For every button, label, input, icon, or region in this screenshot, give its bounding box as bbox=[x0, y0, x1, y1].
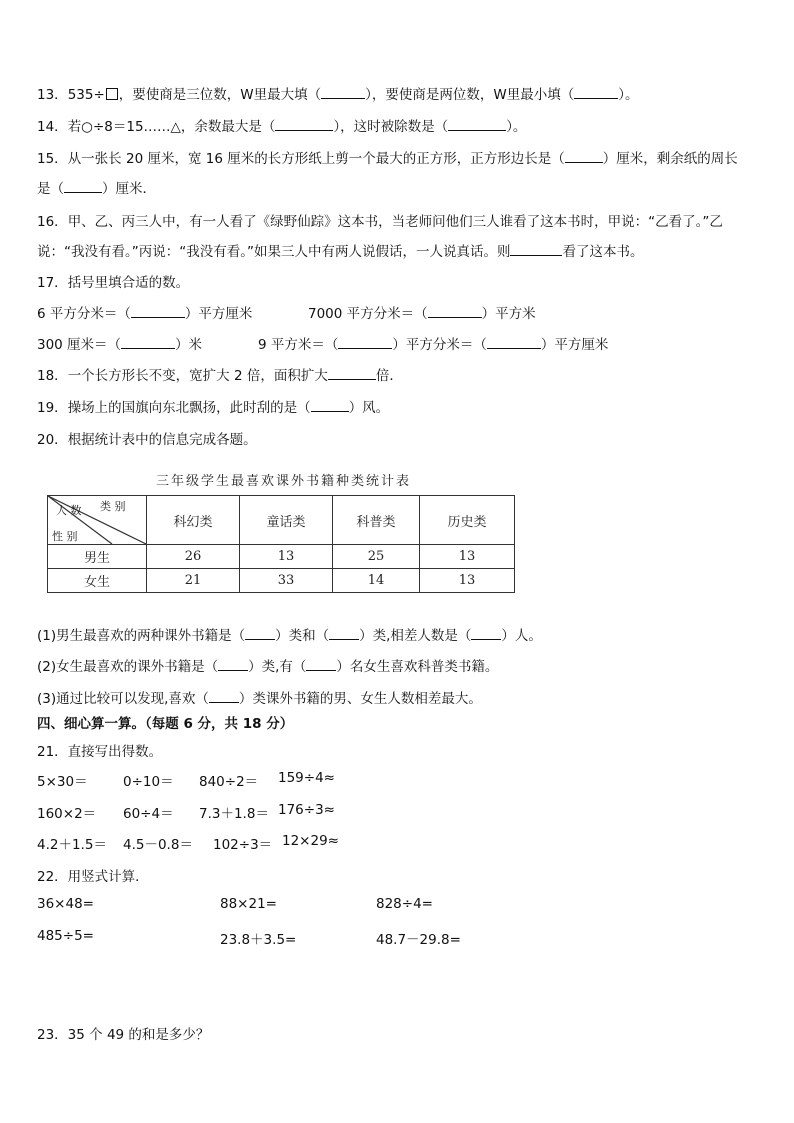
answer-blank[interactable] bbox=[121, 336, 175, 349]
question-text: 看了这本书。 bbox=[562, 244, 644, 260]
table-header-row bbox=[48, 496, 515, 545]
question-text: (3)通过比较可以发现,喜欢（ bbox=[37, 691, 209, 707]
question-text: ）平方米 bbox=[481, 306, 536, 322]
question-text: ）平方厘米 bbox=[540, 337, 609, 353]
table-row bbox=[48, 569, 515, 593]
answer-blank[interactable] bbox=[471, 627, 501, 640]
table-header-cell: 科普类 bbox=[333, 496, 420, 545]
table-header-cell: 科幻类 bbox=[147, 496, 240, 545]
calc-item: 4.5－0.8＝ bbox=[123, 837, 193, 853]
question-text: ），要使商是两位数，W里最小填（ bbox=[365, 87, 575, 103]
answer-blank[interactable] bbox=[209, 690, 239, 703]
question-text: ）。 bbox=[618, 87, 639, 103]
answer-blank[interactable] bbox=[338, 336, 392, 349]
question-15-cont bbox=[37, 177, 156, 197]
question-text: ）类,有（ bbox=[248, 659, 307, 675]
question-text: ）类课外书籍的男、女生人数相差最大。 bbox=[238, 691, 482, 707]
calc-item: 159÷4≈ bbox=[278, 770, 335, 786]
question-19 bbox=[37, 396, 389, 416]
calc-item: 12×29≈ bbox=[282, 833, 339, 849]
calc-item: 23.8＋3.5= bbox=[220, 932, 297, 948]
question-number: 19． bbox=[37, 400, 68, 416]
question-number: 13． bbox=[37, 87, 68, 103]
question-number: 16． bbox=[37, 214, 68, 230]
question-text: 倍． bbox=[375, 368, 403, 384]
answer-blank[interactable] bbox=[275, 118, 333, 131]
answer-blank[interactable] bbox=[510, 243, 562, 256]
table-row bbox=[48, 545, 515, 569]
question-text: ）。 bbox=[506, 119, 527, 135]
question-20-sub2 bbox=[37, 655, 498, 675]
question-number: 17． bbox=[37, 275, 68, 291]
calc-item: 160×2＝ bbox=[37, 806, 97, 822]
question-text: 是（ bbox=[37, 181, 64, 197]
question-17-row1-right bbox=[308, 302, 536, 322]
answer-blank[interactable] bbox=[321, 86, 365, 99]
question-number: 14． bbox=[37, 119, 68, 135]
question-text: ）厘米． bbox=[102, 181, 156, 197]
question-text: ）平方分米＝（ bbox=[392, 337, 487, 353]
answer-blank[interactable] bbox=[64, 180, 102, 193]
table-header-cell: 历史类 bbox=[420, 496, 515, 545]
question-text: 甲、乙、丙三人中，有一人看了《绿野仙踪》这本书，当老师问他们三人谁看了这本书时，甲说：“乙看了。”乙 bbox=[67, 214, 723, 230]
question-text: 从一张长 20 厘米，宽 16 厘米的长方形纸上剪一个最大的正方形，正方形边长是（ bbox=[67, 151, 565, 167]
calc-item: 7.3＋1.8＝ bbox=[199, 806, 269, 822]
calc-item: 60÷4＝ bbox=[123, 806, 174, 822]
question-22: 22．用竖式计算． bbox=[37, 869, 149, 885]
question-number: 15． bbox=[37, 151, 68, 167]
question-text: (1)男生最喜欢的两种课外书籍是（ bbox=[37, 628, 246, 644]
question-17 bbox=[37, 271, 189, 291]
corner-count-label: 人 数 bbox=[56, 504, 82, 517]
calc-item: 840÷2＝ bbox=[199, 774, 259, 790]
question-20-sub1 bbox=[37, 624, 542, 644]
question-text: (2)女生最喜欢的课外书籍是（ bbox=[37, 659, 219, 675]
question-text: ）类,相差人数是（ bbox=[359, 628, 472, 644]
question-text: ）人。 bbox=[501, 628, 542, 644]
question-text: ）类和（ bbox=[275, 628, 330, 644]
question-20 bbox=[37, 428, 257, 448]
question-text: ）平方厘米 bbox=[184, 306, 253, 322]
table-cell: 13 bbox=[240, 545, 333, 569]
question-text: ）米 bbox=[175, 337, 203, 353]
table-title: 三年级学生最喜欢课外书籍种类统计表 bbox=[156, 474, 412, 489]
calc-item: 88×21= bbox=[220, 896, 277, 912]
answer-blank[interactable] bbox=[311, 399, 349, 412]
question-16 bbox=[37, 210, 723, 230]
answer-blank[interactable] bbox=[329, 627, 359, 640]
calc-item: 0÷10＝ bbox=[123, 774, 174, 790]
table-cell: 21 bbox=[147, 569, 240, 593]
question-text: ）厘米，剩余纸的周长 bbox=[602, 151, 738, 167]
calc-item: 828÷4= bbox=[376, 896, 433, 912]
calc-item: 102÷3＝ bbox=[213, 837, 273, 853]
question-17-row2 bbox=[37, 333, 202, 353]
answer-blank[interactable] bbox=[245, 627, 275, 640]
calc-item: 36×48= bbox=[37, 896, 94, 912]
corner-kind-label: 类 别 bbox=[100, 500, 126, 513]
corner-row-label: 性 别 bbox=[52, 530, 78, 543]
question-14 bbox=[37, 115, 526, 135]
question-text: 300 厘米＝（ bbox=[37, 337, 122, 353]
question-text: 9 平方米＝（ bbox=[258, 337, 339, 353]
question-17-row2-right bbox=[258, 333, 608, 353]
question-15 bbox=[37, 147, 738, 167]
calc-item: 5×30＝ bbox=[37, 774, 88, 790]
question-17-row1 bbox=[37, 302, 252, 322]
question-number: 20． bbox=[37, 432, 68, 448]
question-text: 7000 平方分米＝（ bbox=[308, 306, 428, 322]
question-13 bbox=[37, 83, 639, 103]
question-text: 括号里填合适的数。 bbox=[67, 275, 190, 291]
table-header-cell: 童话类 bbox=[240, 496, 333, 545]
question-text: 535÷ bbox=[67, 87, 105, 103]
table-cell: 25 bbox=[333, 545, 420, 569]
table-row-label: 男生 bbox=[48, 545, 147, 569]
question-text: 6 平方分米＝（ bbox=[37, 306, 131, 322]
question-21: 21．直接写出得数。 bbox=[37, 744, 163, 760]
answer-blank[interactable] bbox=[218, 658, 248, 671]
answer-blank[interactable] bbox=[448, 118, 506, 131]
question-text: ）风。 bbox=[348, 400, 390, 416]
calc-item: 4.2＋1.5＝ bbox=[37, 837, 107, 853]
question-text: 操场上的国旗向东北飘扬，此时刮的是（ bbox=[67, 400, 311, 416]
calc-item: 176÷3≈ bbox=[278, 802, 335, 818]
statistics-table bbox=[47, 495, 515, 593]
answer-blank[interactable] bbox=[487, 336, 541, 349]
answer-blank[interactable] bbox=[131, 305, 185, 318]
table-row-label: 女生 bbox=[48, 569, 147, 593]
answer-blank[interactable] bbox=[306, 658, 336, 671]
question-number: 18． bbox=[37, 368, 68, 384]
question-text: 说：“我没有看。”丙说：“我没有看。”如果三人中有两人说假话，一人说真话。则 bbox=[37, 244, 511, 260]
table-cell: 26 bbox=[147, 545, 240, 569]
answer-blank[interactable] bbox=[428, 305, 482, 318]
table-cell: 33 bbox=[240, 569, 333, 593]
question-text: ，要使商是三位数，W里最大填（ bbox=[118, 87, 322, 103]
answer-blank[interactable] bbox=[328, 367, 376, 380]
box-symbol bbox=[106, 88, 118, 100]
question-text: 一个长方形长不变，宽扩大 2 倍，面积扩大 bbox=[67, 368, 328, 384]
question-20-sub3 bbox=[37, 687, 482, 707]
answer-blank[interactable] bbox=[565, 150, 603, 163]
table-cell: 13 bbox=[420, 545, 515, 569]
question-18 bbox=[37, 364, 403, 384]
calc-item: 48.7－29.8= bbox=[376, 932, 461, 948]
question-23: 23．35 个 49 的和是多少？ bbox=[37, 1027, 210, 1043]
table-cell: 14 bbox=[333, 569, 420, 593]
calc-item: 485÷5= bbox=[37, 928, 94, 944]
question-text: ），这时被除数是（ bbox=[333, 119, 449, 135]
question-16-cont bbox=[37, 240, 643, 260]
table-corner-cell bbox=[48, 496, 147, 545]
answer-blank[interactable] bbox=[574, 86, 618, 99]
question-text: 根据统计表中的信息完成各题。 bbox=[67, 432, 257, 448]
table-cell: 13 bbox=[420, 569, 515, 593]
section-4-title: 四、细心算一算。（每题 6 分，共 18 分） bbox=[37, 716, 294, 732]
question-text: 若○÷8＝15……△，余数最大是（ bbox=[67, 119, 276, 135]
question-text: ）名女生喜欢科普类书籍。 bbox=[336, 659, 499, 675]
